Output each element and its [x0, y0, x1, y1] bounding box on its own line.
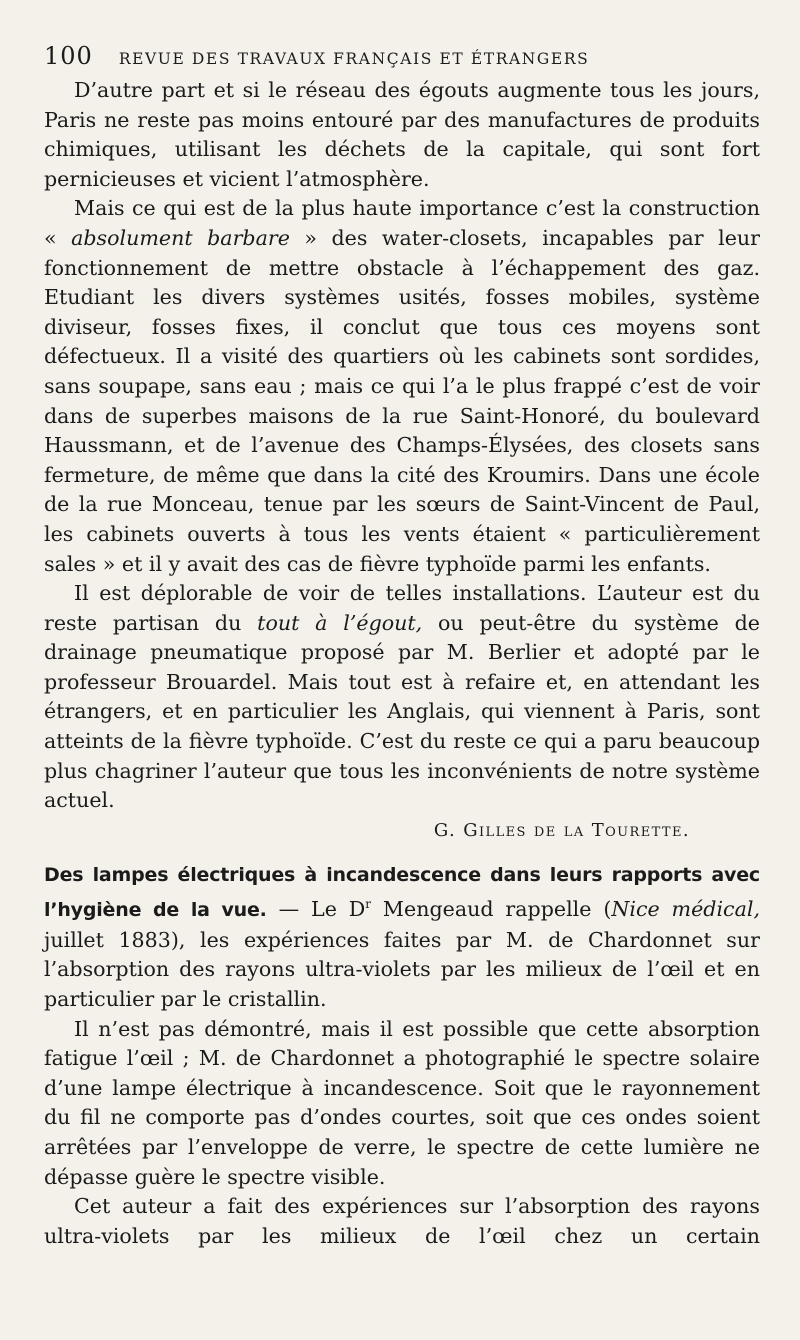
paragraph-text: Mais ce qui est de la plus haute importance c’est la construction « — [44, 196, 760, 250]
running-title: REVUE DES TRAVAUX FRANÇAIS ET ÉTRANGERS — [118, 50, 590, 68]
page-number: 100 — [44, 42, 93, 70]
article-title: Des lampes électriques à incandescence dans leurs rapports avec l’hygiène de la vue. — [44, 863, 760, 922]
paragraph-text: ou peut-être du système de drainage pneumatique proposé par M. Berlier et adopté par le professeur Brouardel. Mais tout est à refaire et, en attendant les étrangers, et en particulier les Anglais, qui viennent à Paris, sont atteints de la fièvre typhoïde. C’est du reste ce qui a paru beaucoup plus chagriner l’auteur que tous les inconvénients de notre système actuel. — [44, 610, 760, 813]
italic-phrase: tout à l’égout, — [257, 610, 423, 635]
page-header — [44, 42, 760, 70]
journal-name: Nice médical, — [611, 897, 760, 922]
superscript: r — [365, 897, 372, 912]
paragraph — [44, 579, 760, 816]
italic-phrase: absolument barbare — [71, 225, 290, 250]
paragraph-text: Cet auteur a fait des expériences sur l’absorption des rayons ultra-violets par les milieux de l’œil chez un certain — [44, 1194, 760, 1248]
paragraph — [44, 1192, 760, 1251]
author-signature: G. Gilles de la Tourette. — [433, 819, 690, 841]
article-paragraph — [44, 860, 760, 1015]
paragraph — [44, 76, 760, 194]
paragraph-text: Mengeaud rappelle ( — [371, 897, 612, 922]
paragraph-text: Il est déplorable de voir de telles installations. L’auteur est du reste partisan du — [44, 581, 760, 635]
paragraph — [44, 194, 760, 579]
paragraph-text: D’autre part et si le réseau des égouts augmente tous les jours, Paris ne reste pas moins entouré par des manufactures de produits chimiques, utilisant les déchets de la capitale, qui sont fort pernicieuses et vicient l’atmosphère. — [44, 78, 760, 191]
paragraph-text: Il n’est pas démontré, mais il est possible que cette absorption fatigue l’œil ; M. de Chardonnet a photographié le spectre solaire d’une lampe électrique à incandescence. Soit que le rayonnement du fil ne comporte pas d’ondes courtes, soit que ces ondes soient arrêtées par l’enveloppe de verre, le spectre de cette lumière ne dépasse guère le spectre visible. — [44, 1016, 760, 1189]
paragraph — [44, 1015, 760, 1193]
paragraph-text: juillet 1883), les expériences faites par M. de Chardonnet sur l’absorption des rayons ultra-violets par les milieux de l’œil et en particulier par le cristallin. — [44, 927, 760, 1012]
paragraph-text: » des water-closets, incapables par leur fonctionnement de mettre obstacle à l’échappement des gaz. Etudiant les divers systèmes usités, fosses mobiles, système diviseur, fosses fixes, il conclut que tous ces moyens sont défectueux. Il a visité des quartiers où les cabinets sont sordides, sans soupape, sans eau ; mais ce qui l’a le plus frappé c’est de voir dans de superbes maisons de la rue Saint-Honoré, du boulevard Haussmann, et de l’avenue des Champs-Élysées, des closets sans fermeture, de même que dans la cité des Kroumirs. Dans une école de la rue Monceau, tenue par les sœurs de Saint-Vincent de Paul, les cabinets ouverts à tous les vents étaient « particulièrement sales » et il y avait des cas de fièvre typhoïde parmi les enfants. — [44, 225, 761, 576]
paragraph-text: — Le D — [266, 897, 366, 922]
